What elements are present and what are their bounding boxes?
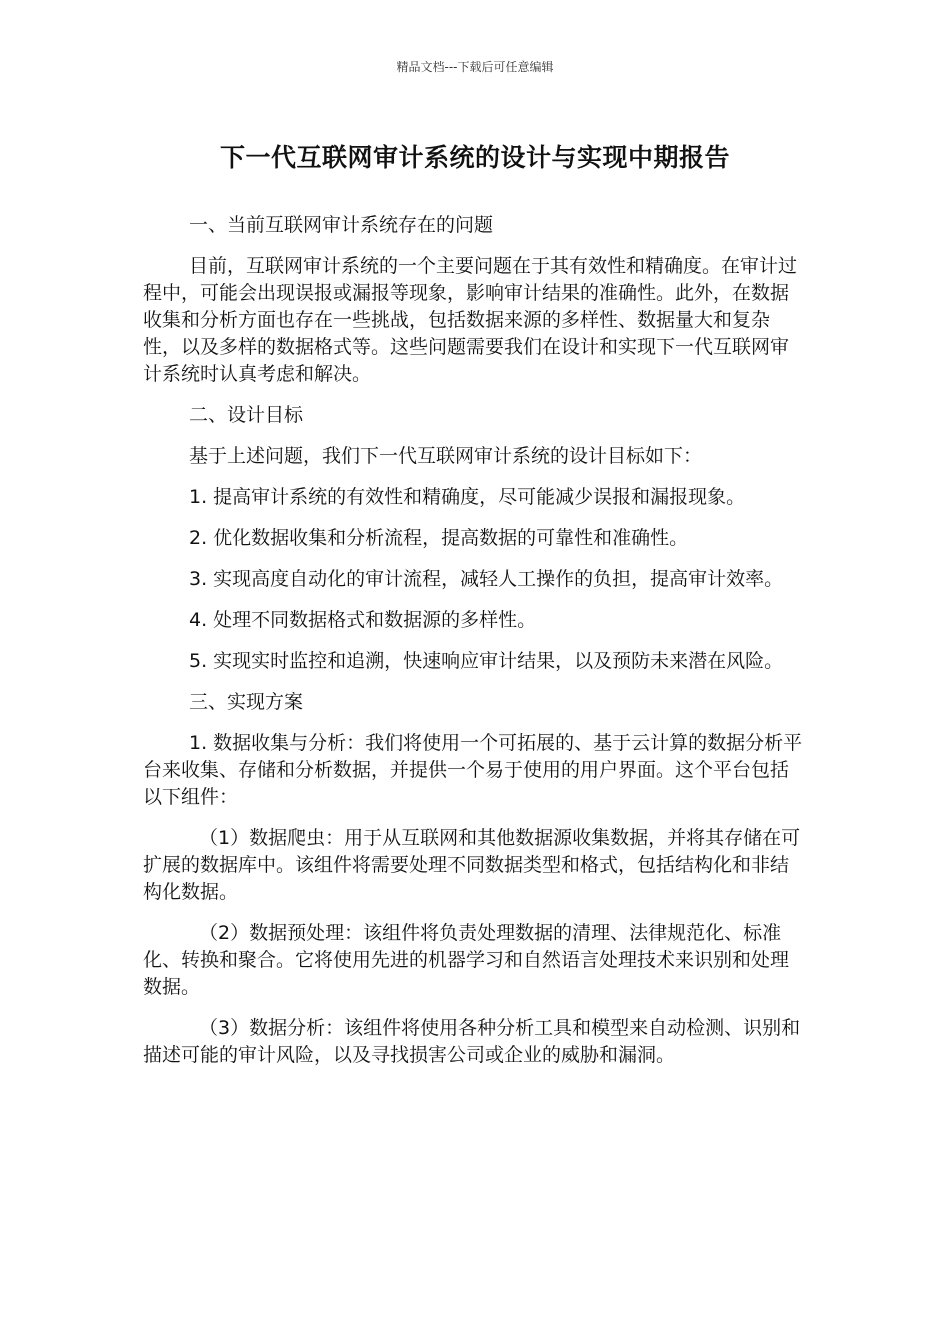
section-heading-problems: 一、当前互联网审计系统存在的问题 bbox=[189, 214, 494, 236]
goal-item-1: 1. 提高审计系统的有效性和精确度，尽可能减少误报和漏报现象。 bbox=[189, 486, 746, 508]
document-body bbox=[143, 212, 807, 1083]
section-heading-implementation: 三、实现方案 bbox=[189, 691, 304, 713]
goal-item-4: 4. 处理不同数据格式和数据源的多样性。 bbox=[189, 609, 537, 631]
header-note: 精品文档---下载后可任意编辑 bbox=[396, 60, 554, 74]
goal-item-2: 2. 优化数据收集和分析流程，提高数据的可靠性和准确性。 bbox=[189, 527, 689, 549]
goal-item-3: 3. 实现高度自动化的审计流程，减轻人工操作的负担，提高审计效率。 bbox=[189, 568, 784, 590]
paragraph-goals-intro: 基于上述问题，我们下一代互联网审计系统的设计目标如下： bbox=[189, 445, 703, 467]
document-title: 下一代互联网审计系统的设计与实现中期报告 bbox=[219, 143, 730, 172]
component-item-analysis: （3）数据分析：该组件将使用各种分析工具和模型来自动检测、识别和描述可能的审计风险，以及寻找损害公司或企业的威胁和漏洞。 bbox=[143, 1017, 801, 1066]
paragraph-problems: 目前，互联网审计系统的一个主要问题在于其有效性和精确度。在审计过程中，可能会出现误报或漏报等现象，影响审计结果的准确性。此外，在数据收集和分析方面也存在一些挑战，包括数据来源的多样性、数据量大和复杂性，以及多样的数据格式等。这些问题需要我们在设计和实现下一代互联网审计系统时认真考虑和解决。 bbox=[143, 255, 798, 385]
paragraph-implementation-1: 1. 数据收集与分析：我们将使用一个可拓展的、基于云计算的数据分析平台来收集、存储和分析数据，并提供一个易于使用的用户界面。这个平台包括以下组件： bbox=[143, 732, 803, 808]
section-heading-goals: 二、设计目标 bbox=[189, 404, 304, 426]
component-item-crawler: （1）数据爬虫：用于从互联网和其他数据源收集数据，并将其存储在可扩展的数据库中。该组件将需要处理不同数据类型和格式，包括结构化和非结构化数据。 bbox=[143, 827, 801, 903]
goal-item-5: 5. 实现实时监控和追溯，快速响应审计结果，以及预防未来潜在风险。 bbox=[189, 650, 784, 672]
component-item-preprocessing: （2）数据预处理：该组件将负责处理数据的清理、法律规范化、标准化、转换和聚合。它将使用先进的机器学习和自然语言处理技术来识别和处理数据。 bbox=[143, 922, 790, 998]
